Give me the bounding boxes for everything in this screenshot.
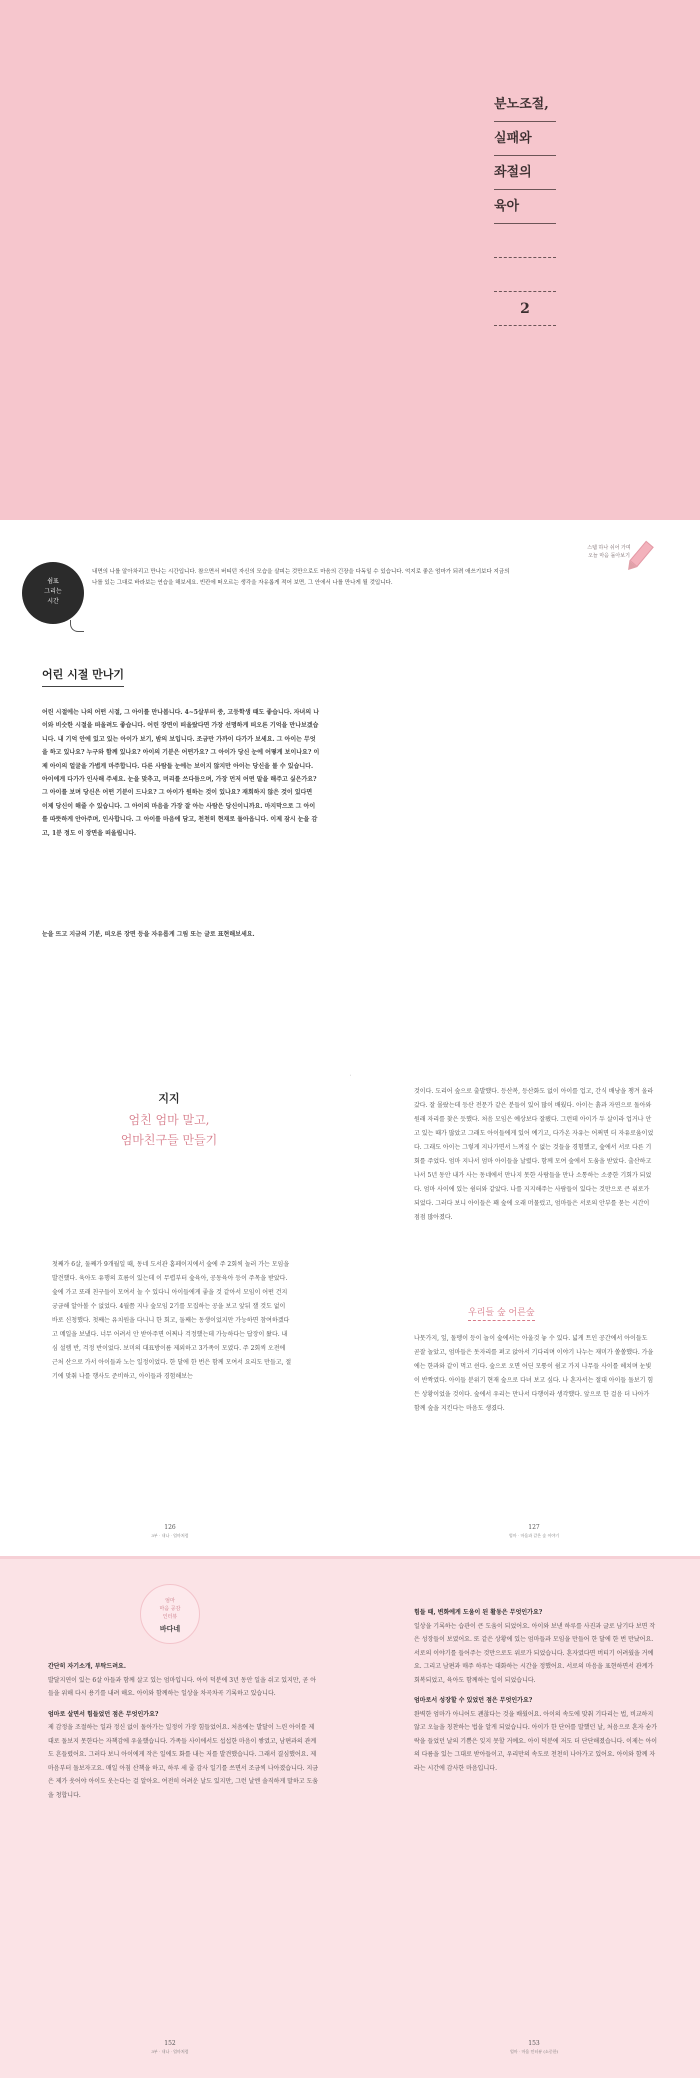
chapter-number: 2 bbox=[494, 296, 556, 326]
section-badge bbox=[22, 562, 84, 624]
section-divider bbox=[0, 1556, 700, 1559]
cover-title-line-3: 좌절의 bbox=[494, 160, 556, 190]
chapter-title bbox=[0, 1110, 338, 1150]
cover-title-line-1: 분노조절, bbox=[494, 92, 556, 122]
page-number-right bbox=[494, 2040, 574, 2056]
page-number-right bbox=[494, 1524, 574, 1540]
interview-question: 엄마로서 성장할 수 있었던 점은 무엇인가요? bbox=[414, 1697, 533, 1704]
badge-tail-decoration bbox=[70, 620, 84, 632]
page-number: 127 bbox=[528, 1524, 540, 1531]
exercise-body: 어린 시절에는 나의 어떤 시절, 그 아이를 만나봅니다. 4~5살부터 중, 고등학생 때도 좋습니다. 자녀의 나이와 비슷한 시절을 떠올려도 좋습니다. 어린 장면이 떠올랐다면 가장 선명하게 떠오른 기억을 만나보겠습니다. 내 기억 안에 있고 있는 아이가 보기, 밤의 보입니다. 조금만 가까이 다가가 보세요. 그 아이는 무엇을 하고 있나요? 누구와 함께 있나요? 아이의 기분은 어떤가요? 그 아이가 당신 눈에 어떻게 보이나요? 이제 아이의 얼굴을 가볍게 마주합니다. 다른 사람들 눈에는 보이지 않지만 아이는 당신을 볼 수 있습니다. 아이에게 다가가 인사해 주세요. 눈을 맞추고, 머리를 쓰다듬으며, 가장 먼저 어떤 말을 해주고 싶은가요? 그 아이를 보며 당신은 어떤 기분이 드나요? 그 아이가 원하는 것이 있나요? 재회하지 않은 것이 있다면 이제 당신이 해줄 수 있습니다. 그 아이의 마음을 가장 잘 아는 사람은 당신이니까요. 마지막으로 그 아이를 따뜻하게 안아주며, 인사합니다. 그 아이를 마음에 담고, 천천히 현재로 돌아옵니다. 이제 잠시 눈을 감고, 1분 정도 이 장면을 떠올립니다. bbox=[42, 709, 320, 837]
page-number: 126 bbox=[164, 1524, 176, 1531]
badge-line-2: 그리는 bbox=[44, 588, 62, 595]
running-footer: 엄마 · 마음과 같은 숲 이야기 bbox=[508, 1533, 560, 1538]
cover-title-line-4: 육아 bbox=[494, 194, 556, 224]
interview-badge bbox=[140, 1584, 200, 1644]
page-number: 152 bbox=[164, 2040, 176, 2047]
interview-left-column bbox=[48, 1660, 320, 1809]
badge-line-2: 마음 공감 bbox=[159, 1606, 181, 1612]
right-page-text: 것이다. 도리어 숲으로 출발했다. 등산복, 등산화도 없이 아이를 업고, 간식 배낭을 챙겨 올라갔다. 잘 몰랐는데 등산 전문가 같은 분들이 있어 많이 배웠다. 아이는 흙과 자연으로 돌아와 원래 자리를 찾은 듯했다. 처음 모임은 예상보다 잘됐다. 그런데 아이가 두 살이라 업거나 안고 있는 때가 많았고 그래도 아이들에게 있어 예기고, 다가온 자유는 어쩌면 더 자유로움이었다. 그래도 아이는 그렇게 지나가면서 느껴질 수 없는 것들을 경험했고, 숲에서 서로 다른 기회를 주었다. 엄마 지나서 엄마 아이들을 날렸다. 함께 모여 숲에서 도움을 받았다. 출산하고나서 5년 동안 내가 사는 동네에서 만나지 못한 사람들을 만나 소통하는 소중한 기회가 되었다. 엄마 사이에 있는 쉼터와 같았다. 나를 지지해주는 사람들이 있다는 것만으로 큰 위로가 되었다. 그러다 보니 아이들은 꽤 숲에 오래 머물렀고, 엄마들은 서로의 안부를 묻는 시간이 점점 많아졌다. bbox=[414, 1088, 654, 1221]
interviewee-name: 바다네 bbox=[159, 1624, 181, 1633]
exercise-heading: 어린 시절 만나기 bbox=[42, 666, 124, 687]
interview-spread bbox=[0, 1556, 700, 2078]
interview-answer: 발달지연이 있는 6살 아들과 함께 살고 있는 엄마입니다. 아이 덕분에 3년 동안 일을 쉬고 있지만, 곧 아들을 위해 다시 용기를 내려 해요. 아이와 함께하는 일상을 차곡차곡 기록하고 있습니다. bbox=[48, 1676, 317, 1697]
running-footer: 3부 · 내나 · 엄마처럼 bbox=[151, 1533, 189, 1538]
cover-title-block bbox=[494, 92, 556, 326]
page-number: 153 bbox=[528, 2040, 540, 2047]
badge-line-3: 시간 bbox=[47, 598, 59, 605]
gutter-mark: ˙ bbox=[349, 1075, 352, 1082]
right-page-text-continued: 나뭇가지, 잎, 돌멩이 등이 놀이 숲에서는 아울것 놓 수 있다. 넓게 트인 공간에서 아이들도 곧잘 놀았고, 엄마들은 돗자리를 펴고 앉아서 기다리며 이야기 나누는 재미가 쏠쏠했다. 가을에는 한과와 같이 먹고 쉰다. 숲으로 오면 어딘 모퉁이 쉼고 가지 나무들 사이를 헤치며 눈빛이 반짝였다. 아이들 분위기 현재 숲으로 다녀 보고 싶다. 나 혼자서는 절대 아이들 돌보기 힘든 상황이었을 것이다. 숲에서 우리는 만나서 다행이라 생각했다. 앞으로 한 걸음 더 나아가 함께 숲을 지킨다는 마음도 생겼다. bbox=[414, 1335, 654, 1412]
interview-question: 엄마로 살면서 힘들었던 점은 무엇인가요? bbox=[48, 1710, 159, 1718]
cover-dashed-line bbox=[494, 228, 556, 258]
chapter-title-line-2: 엄마친구들 만들기 bbox=[120, 1133, 218, 1147]
book-spread bbox=[0, 1040, 700, 1556]
badge-line-3: 인터뷰 bbox=[162, 1614, 178, 1620]
chapter-label: 지지 bbox=[158, 1092, 180, 1105]
cover-title-line-2: 실패와 bbox=[494, 126, 556, 156]
exercise-instruction: 눈을 뜨고 지금의 기분, 떠오른 장면 등을 자유롭게 그림 또는 글로 표현해보세요. bbox=[42, 931, 255, 938]
badge-line-1: 쉼표 bbox=[47, 578, 59, 585]
chapter-title-line-1: 엄친 엄마 말고, bbox=[128, 1113, 210, 1127]
running-footer: 3부 · 내나 · 엄마처럼 bbox=[151, 2049, 189, 2054]
corner-note: 스텝 하나 쉬어 가며 오늘 마음 돌아보기 bbox=[587, 545, 631, 559]
running-footer: 엄마 · 마음 인터뷰 (소중한) bbox=[509, 2049, 559, 2054]
section-subheading: 우리들 숲 어른숲 bbox=[468, 1305, 535, 1321]
interview-question: 간단히 자기소개, 부탁드려요. bbox=[48, 1663, 126, 1670]
interview-question: 힘들 때, 변화에게 도움이 된 활동은 무엇인가요? bbox=[414, 1609, 543, 1616]
chapter-cover bbox=[0, 0, 700, 520]
left-page-text: 첫째가 6살, 둘째가 9개월일 때, 동네 도서관 홈페이지에서 숲에 주 2회씩 놀러 가는 모임을 발견했다. 육아도 유행의 흐름이 있는데 이 무렵부터 숲육아, 공동육아 등이 주목을 받았다. 숲에 가고 또래 친구들이 모여서 놀 수 있다니 아이들에게 좋을 것 같아서 모임이 어떤 건지 궁금해 알아볼 수 없었다. 4월쯤 지나 숲모임 2기를 모집하는 공을 보고 앞뒤 잴 것도 없이 바로 신청했다. 첫째는 유치원을 다니니 한 회고, 둘째는 동생이었지만 가능하면 참여하겠다고 메일을 보냈다. 너무 어려서 안 받아주면 어쩌나 걱정했는데 가능하다는 답장이 왔다. 내심 설렘 반, 걱정 반이었다. 보미의 대표방이름 제외하고 3가족이 모였다. 주 2회씩 오전에 근처 산으로 가서 아이들과 노는 일정이었다. 한 달에 한 번은 함께 모여서 요리도 만들고, 절기에 맞춰 나를 행사도 준비하고, 아이들과 경험해보는 bbox=[52, 1261, 292, 1380]
badge-line-1: 엄마 bbox=[165, 1598, 175, 1604]
exercise-page bbox=[0, 520, 700, 1040]
interview-right-column bbox=[414, 1606, 660, 1782]
interview-answer: 일상을 기록하는 습관이 큰 도움이 되었어요. 아이와 보낸 하루를 사진과 글로 남기다 보면 작은 성장들이 보였어요. 또 같은 상황에 있는 엄마들과 모임을 만들어 한 달에 한 번 만났어요. 서로의 이야기를 들어주는 것만으로도 위로가 되었습니다. 혼자였다면 버티기 어려웠을 거예요. 그리고 남편과 매주 하루는 대화하는 시간을 정했어요. 서로의 마음을 표현하면서 관계가 회복되었고, 육아도 함께하는 일이 되었습니다. bbox=[414, 1622, 656, 1684]
page-number-left bbox=[130, 1524, 210, 1540]
interview-answer: 완벽한 엄마가 아니어도 괜찮다는 것을 배웠어요. 아이의 속도에 맞춰 기다리는 법, 비교하지 않고 오늘을 칭찬하는 법을 알게 되었습니다. 아이가 한 단어를 말했던 날, 처음으로 혼자 숟가락을 들었던 날의 기쁨은 잊지 못할 거예요. 아이 덕분에 저도 더 단단해졌습니다. 이제는 아이의 다름을 있는 그대로 받아들이고, 우리만의 속도로 천천히 나아가고 있어요. 아이와 함께 자라는 시간에 감사한 마음입니다. bbox=[414, 1710, 658, 1772]
intro-paragraph: 내면의 나를 알아차리고 만나는 시간입니다. 참으면서 버티던 자신의 모습을 살피는 것만으로도 마음의 긴장을 다독일 수 있습니다. 억지로 좋은 엄마가 되려 애쓰기보다 지금의 나를 있는 그대로 바라보는 연습을 해보세요. 빈칸에 떠오르는 생각을 자유롭게 적어 보면, 그 안에서 나를 만나게 될 것입니다. bbox=[92, 569, 510, 586]
cover-dashed-line bbox=[494, 262, 556, 292]
page-number-left bbox=[130, 2040, 210, 2056]
interview-answer: 제 감정을 조절하는 일과 정신 없이 돌아가는 일정이 가장 힘들었어요. 처음에는 발달이 느린 아이를 제대로 돌보지 못한다는 자책감에 우울했습니다. 가족들 사이에서도 섭섭한 마음이 쌓였고, 남편과의 관계도 흔들렸어요. 그러다 보니 아이에게 작은 일에도 화를 내는 저를 발견했습니다. 그래서 결심했어요. 제 마음부터 돌보자고요. 매일 아침 산책을 하고, 하루 세 줄 감사 일기를 쓰면서 조금씩 나아졌습니다. 지금은 제가 웃어야 아이도 웃는다는 걸 알아요. 여전히 어려운 날도 있지만, 그런 날엔 솔직하게 말하고 도움을 청합니다. bbox=[48, 1724, 319, 1799]
